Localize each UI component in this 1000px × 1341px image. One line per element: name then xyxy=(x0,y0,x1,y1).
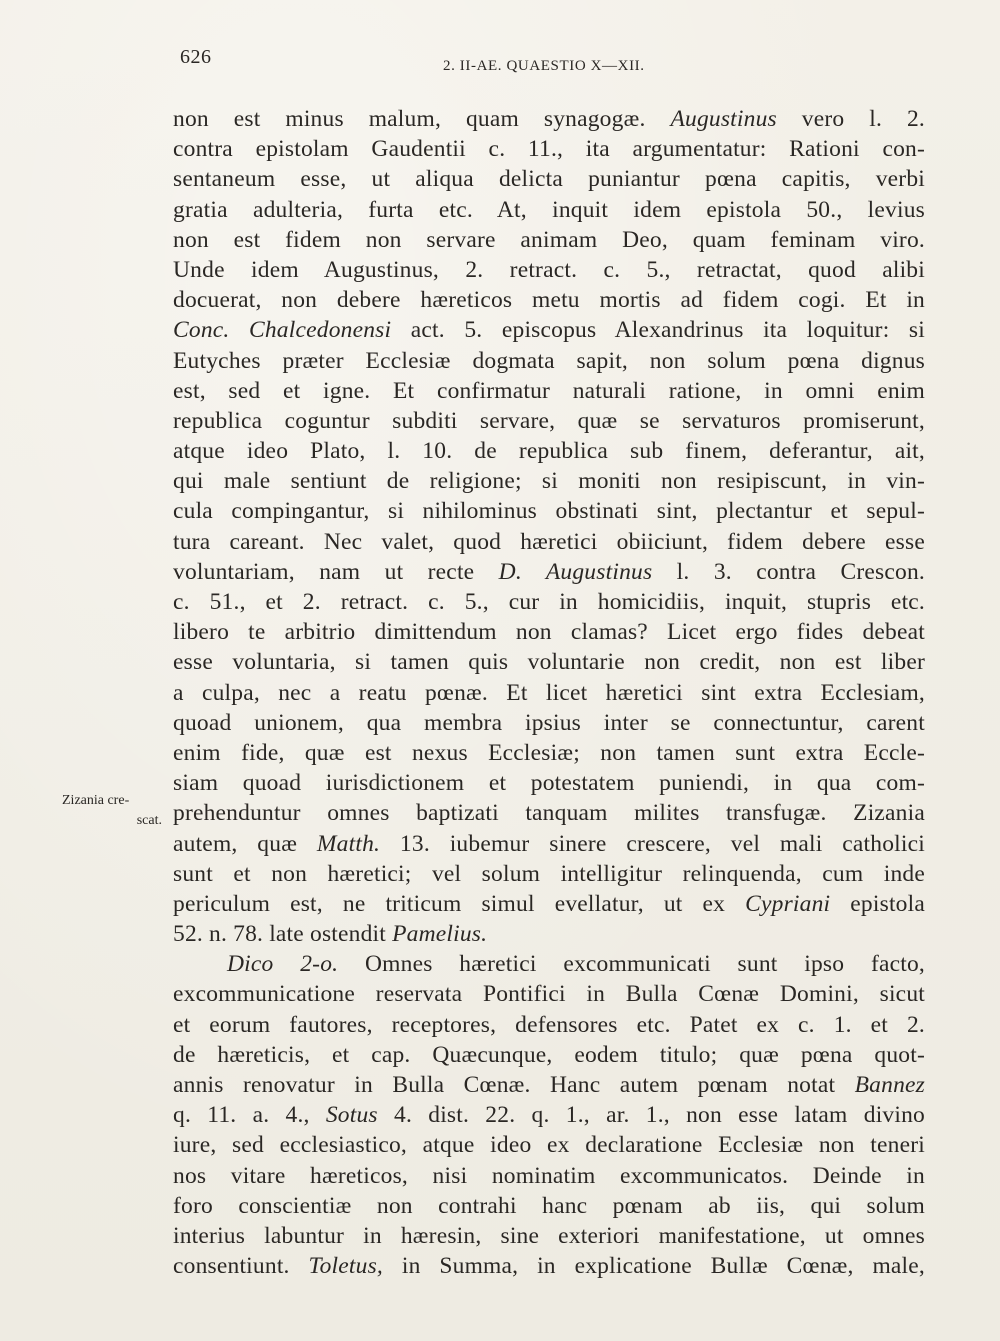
text-line xyxy=(173,1070,925,1100)
text-line xyxy=(173,315,925,345)
text-segment: interius labuntur in hæresin, sine exteriori manifestatione, ut omnes xyxy=(173,1222,925,1249)
italic-text: Pamelius. xyxy=(392,921,488,948)
italic-text: Cypriani xyxy=(745,890,831,917)
text-line xyxy=(173,708,925,738)
text-segment: autem, quæ xyxy=(173,830,317,857)
text-line xyxy=(173,1221,925,1251)
margin-note-line-1: Zizania cre- xyxy=(62,793,130,808)
text-line xyxy=(173,285,925,315)
text-line xyxy=(173,1040,925,1070)
text-segment: cula compingantur, si nihilominus obstinati sint, plectantur et sepul- xyxy=(173,498,925,525)
text-line xyxy=(173,496,925,526)
text-segment: c. 51., et 2. retract. c. 5., cur in homicidiis, inquit, stupris etc. xyxy=(173,589,925,615)
text-segment: 4. dist. 22. q. 1., ar. 1., non esse latam divino xyxy=(377,1102,926,1129)
text-segment: non est fidem non servare animam Deo, quam feminam viro. xyxy=(173,226,925,253)
text-segment: non est minus malum, quam synagogæ. xyxy=(173,106,671,132)
text-segment: enim fide, quæ est nexus Ecclesiæ; non tamen sunt extra Eccle- xyxy=(173,739,925,766)
text-line xyxy=(173,768,925,798)
italic-text: D. Augustinus xyxy=(498,558,653,585)
body-text xyxy=(173,104,925,1281)
text-segment: 52. n. 78. late ostendit xyxy=(173,921,393,948)
text-segment: quoad unionem, qua membra ipsius inter se connectuntur, carent xyxy=(173,709,925,736)
text-segment: voluntariam, nam ut recte xyxy=(173,558,499,585)
text-segment: sunt et non hæretici; vel solum intelligitur relinquenda, cum inde xyxy=(173,860,925,887)
text-segment: in Summa, in explicatione Bullæ Cœnæ, male, xyxy=(383,1253,925,1280)
text-line xyxy=(173,859,925,889)
text-line xyxy=(173,829,925,859)
text-segment: consentiunt. xyxy=(173,1253,309,1280)
text-line xyxy=(173,164,925,194)
text-segment: Unde idem Augustinus, 2. retract. c. 5., retractat, quod alibi xyxy=(173,256,925,283)
text-segment: atque ideo Plato, l. 10. de republica sub finem, deferantur, ait, xyxy=(173,438,925,465)
text-line xyxy=(173,1191,925,1221)
text-segment: nos vitare hæreticos, nisi nominatim excommunicatos. Deinde in xyxy=(173,1162,925,1189)
text-line xyxy=(173,346,925,376)
margin-note-line-2: scat. xyxy=(136,813,162,828)
text-segment: q. 11. a. 4., xyxy=(173,1102,326,1129)
text-line xyxy=(173,798,925,828)
text-line xyxy=(173,587,925,617)
text-segment: excommunicatione reservata Pontifici in Bulla Cœnæ Domini, sicut xyxy=(173,981,925,1008)
running-head: 2. II-AE. QUAESTIO X—XII. xyxy=(443,58,645,74)
text-line xyxy=(173,1130,925,1160)
italic-text: Sotus xyxy=(325,1102,378,1129)
text-line xyxy=(173,376,925,406)
text-line xyxy=(173,527,925,557)
text-segment: contra epistolam Gaudentii c. 11., ita argumentatur: Rationi con- xyxy=(173,136,925,163)
text-segment: a culpa, nec a reatu pœnæ. Et licet hæretici sint extra Ecclesiam, xyxy=(173,679,925,706)
text-line xyxy=(173,949,925,979)
italic-text: Toletus, xyxy=(308,1253,383,1280)
text-line xyxy=(173,1100,925,1130)
italic-text: Dico 2-o. xyxy=(227,951,339,978)
text-segment: tura careant. Nec valet, quod hæretici obiiciunt, fidem debere esse xyxy=(173,528,925,555)
text-segment: l. 3. contra Crescon. xyxy=(652,558,925,585)
text-segment: Omnes hæretici excommunicati sunt ipso facto, xyxy=(338,951,926,978)
text-segment: qui male sentiunt de religione; si moniti non resipiscunt, in vin- xyxy=(173,468,925,495)
text-segment: prehenduntur omnes baptizati tanquam milites transfugæ. Zizania xyxy=(173,800,925,827)
text-segment: est, sed et igne. Et confirmatur naturali ratione, in omni enim xyxy=(173,377,925,404)
text-line xyxy=(173,255,925,285)
text-line xyxy=(173,617,925,647)
italic-text: Bannez xyxy=(854,1072,925,1098)
text-segment: libero te arbitrio dimittendum non clamas? Licet ergo fides debeat xyxy=(173,619,925,646)
text-line xyxy=(173,225,925,255)
text-segment: epistola xyxy=(830,890,925,917)
text-line xyxy=(173,919,925,949)
text-line xyxy=(173,979,925,1009)
text-line xyxy=(173,889,925,919)
italic-text: Augustinus xyxy=(670,106,777,132)
text-segment: iure, sed ecclesiastico, atque ideo ex declaratione Ecclesiæ non teneri xyxy=(173,1132,925,1159)
text-segment: gratia adulteria, furta etc. At, inquit idem epistola 50., levius xyxy=(173,196,925,223)
text-segment: de hæreticis, et cap. Quæcunque, eodem titulo; quæ pœna quot- xyxy=(173,1041,925,1068)
text-line xyxy=(173,406,925,436)
italic-text: Conc. Chalcedonensi xyxy=(173,317,392,344)
text-line xyxy=(173,647,925,677)
text-segment: siam quoad iurisdictionem et potestatem puniendi, in qua com- xyxy=(173,770,925,797)
text-segment: foro conscientiæ non contrahi hanc pœnam ab iis, qui solum xyxy=(173,1192,925,1219)
text-segment: vero l. 2. xyxy=(776,106,925,132)
text-line xyxy=(173,678,925,708)
page-number: 626 xyxy=(180,46,212,68)
text-segment: 13. iubemur sinere crescere, vel mali catholici xyxy=(380,830,925,857)
text-line xyxy=(173,466,925,496)
text-line xyxy=(173,104,925,134)
text-line xyxy=(173,557,925,587)
text-line xyxy=(173,1251,925,1281)
text-segment: docuerat, non debere hæreticos metu mortis ad fidem cogi. Et in xyxy=(173,287,925,314)
text-line xyxy=(173,738,925,768)
text-segment: esse voluntaria, si tamen quis voluntarie non credit, non est liber xyxy=(173,649,925,676)
text-line xyxy=(173,1161,925,1191)
margin-note xyxy=(62,791,162,831)
text-segment: act. 5. episcopus Alexandrinus ita loquitur: si xyxy=(391,317,926,344)
text-segment: et eorum fautores, receptores, defensores etc. Patet ex c. 1. et 2. xyxy=(173,1011,925,1038)
text-segment: periculum est, ne triticum simul evellatur, ut ex xyxy=(173,890,746,917)
text-segment: republica coguntur subditi servare, quæ se servaturos promiserunt, xyxy=(173,407,925,434)
text-segment: annis renovatur in Bulla Cœnæ. Hanc autem pœnam notat xyxy=(173,1072,855,1098)
text-segment: sentaneum esse, ut aliqua delicta puniantur pœna capitis, verbi xyxy=(173,166,925,193)
text-line xyxy=(173,436,925,466)
text-line xyxy=(173,1010,925,1040)
italic-text: Matth. xyxy=(316,830,381,857)
text-line xyxy=(173,195,925,225)
text-segment: Eutyches præter Ecclesiæ dogmata sapit, non solum pœna dignus xyxy=(173,347,925,374)
text-line xyxy=(173,134,925,164)
